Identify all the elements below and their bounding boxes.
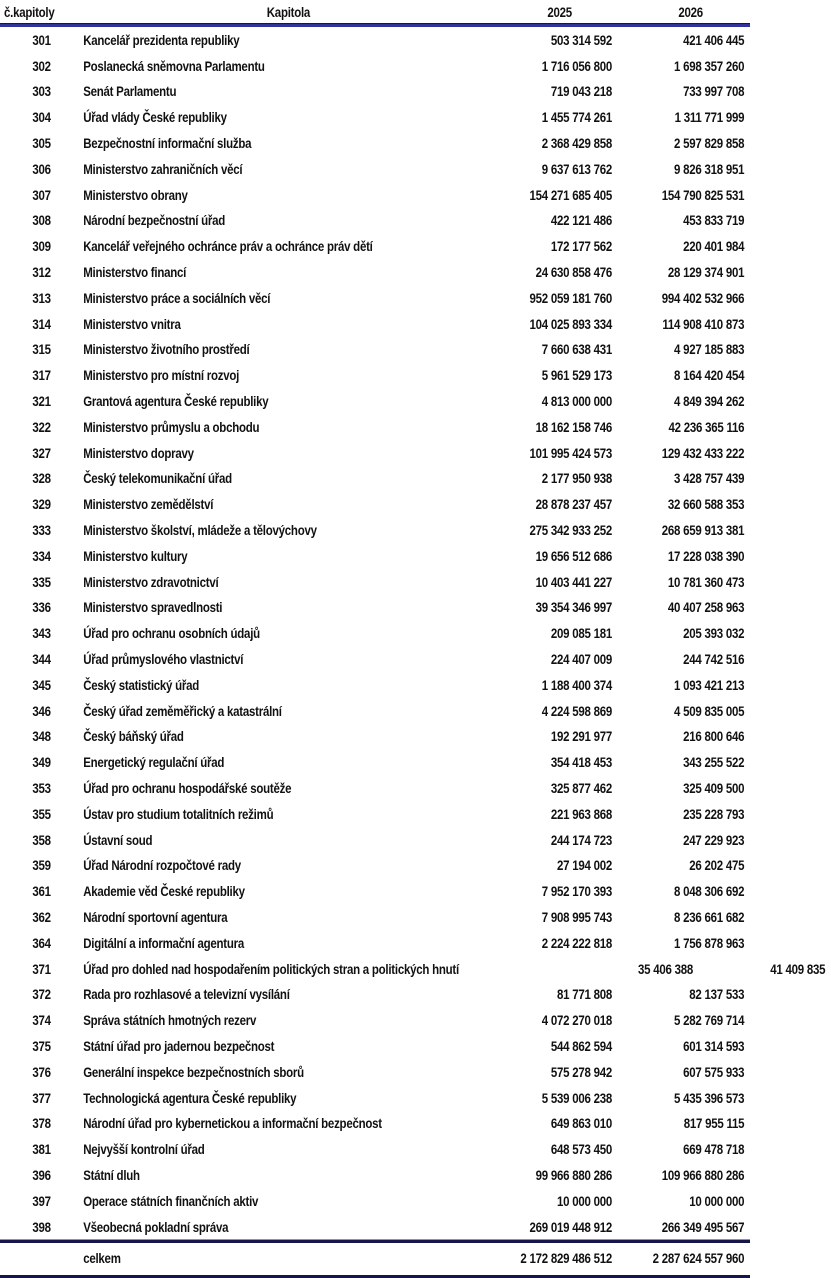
table-row	[0, 1162, 750, 1188]
chapter-number: 346	[32, 702, 51, 719]
value-2026: 216 800 646	[683, 728, 745, 745]
table-row	[0, 724, 750, 750]
chapter-name: Ministerstvo životního prostředí	[83, 341, 250, 358]
table-row	[0, 285, 750, 311]
value-2025: 27 194 002	[556, 857, 612, 874]
chapter-number: 372	[32, 986, 51, 1003]
chapter-number: 344	[32, 651, 51, 668]
value-2026: 41 409 835	[770, 960, 826, 977]
table-row	[0, 878, 750, 904]
chapter-number: 377	[32, 1089, 51, 1106]
value-2025: 649 863 010	[550, 1115, 612, 1132]
value-2026: 1 756 878 963	[674, 934, 745, 951]
chapter-number: 307	[32, 186, 51, 203]
table-row	[0, 749, 750, 775]
value-2025: 81 771 808	[556, 986, 612, 1003]
table-row	[0, 930, 750, 956]
value-2026: 42 236 365 116	[668, 418, 745, 435]
value-2025: 1 455 774 261	[541, 109, 612, 126]
chapter-name: Nejvyšší kontrolní úřad	[83, 1141, 205, 1158]
table-row	[0, 1033, 750, 1059]
chapter-name: Bezpečnostní informační služba	[83, 135, 252, 152]
chapter-name: Úřad pro ochranu hospodářské soutěže	[83, 780, 292, 796]
value-2025: 39 354 346 997	[535, 599, 612, 616]
table-body	[0, 27, 826, 1239]
value-2026: 129 432 433 222	[661, 444, 745, 461]
column-header-2026-label: 2026	[678, 3, 703, 20]
chapter-name: Ministerstvo práce a sociálních věcí	[83, 289, 271, 306]
value-2026: 268 659 913 381	[661, 522, 745, 539]
value-2026: 17 228 038 390	[667, 547, 745, 564]
chapter-number: 381	[32, 1141, 51, 1158]
value-2025: 7 908 995 743	[541, 908, 612, 925]
chapter-name: Ministerstvo dopravy	[83, 444, 194, 461]
value-2026: 205 393 032	[683, 625, 745, 642]
chapter-number: 314	[32, 315, 51, 332]
column-header-chapter-name	[75, 4, 462, 20]
chapter-name: Kancelář veřejného ochránce práv a ochránce práv dětí	[83, 238, 373, 255]
value-2025: 4 224 598 869	[541, 702, 612, 719]
chapter-number: 303	[32, 83, 51, 100]
chapter-number: 343	[32, 625, 51, 642]
chapter-number: 374	[32, 1012, 51, 1029]
chapter-number: 336	[32, 599, 51, 616]
value-2026: 235 228 793	[683, 805, 745, 822]
value-2025: 19 656 512 686	[535, 547, 612, 564]
chapter-name: Ministerstvo průmyslu a obchodu	[83, 418, 260, 435]
value-2026: 9 826 318 951	[674, 160, 745, 177]
value-2026: 325 409 500	[683, 780, 745, 796]
chapter-number: 333	[32, 522, 51, 539]
column-header-2026	[612, 4, 750, 20]
chapter-number: 398	[32, 1218, 51, 1235]
value-2026: 82 137 533	[689, 986, 745, 1003]
value-2025: 544 862 594	[550, 1037, 612, 1054]
value-2026: 994 402 532 966	[661, 289, 745, 306]
chapter-number: 328	[32, 470, 51, 487]
value-2026: 1 093 421 213	[674, 676, 745, 693]
table-row	[0, 904, 750, 930]
value-2025: 5 961 529 173	[541, 367, 612, 384]
chapter-name: Rada pro rozhlasové a televizní vysílání	[83, 986, 290, 1003]
chapter-name: Úřad průmyslového vlastnictví	[83, 651, 244, 668]
value-2026: 2 597 829 858	[674, 135, 745, 152]
total-value-2026: 2 287 624 557 960	[652, 1250, 745, 1267]
value-2026: 247 229 923	[683, 831, 745, 848]
value-2025: 4 072 270 018	[541, 1012, 612, 1029]
chapter-number: 302	[32, 57, 51, 74]
table-row	[0, 981, 750, 1007]
table-row	[0, 517, 750, 543]
chapter-number: 361	[32, 883, 51, 900]
chapter-name: Všeobecná pokladní správa	[83, 1218, 229, 1235]
table-row	[0, 1059, 750, 1085]
value-2026: 601 314 593	[683, 1037, 745, 1054]
chapter-name: Správa státních hmotných rezerv	[83, 1012, 257, 1029]
chapter-name: Úřad vlády České republiky	[83, 109, 227, 126]
chapter-number: 306	[32, 160, 51, 177]
value-2025: 99 966 880 286	[535, 1166, 612, 1183]
chapter-name: Národní úřad pro kybernetickou a informační bezpečnost	[83, 1115, 382, 1132]
chapter-name: Úřad Národní rozpočtové rady	[83, 857, 241, 874]
chapter-number: 301	[32, 31, 51, 48]
table-row	[0, 311, 750, 337]
value-2026: 8 164 420 454	[674, 367, 745, 384]
chapter-name: Ministerstvo spravedlnosti	[83, 599, 223, 616]
table-row	[0, 698, 750, 724]
chapter-name: Národní sportovní agentura	[83, 908, 228, 925]
table-row	[0, 79, 750, 105]
chapter-name: Kancelář prezidenta republiky	[83, 31, 240, 48]
value-2026: 5 435 396 573	[674, 1089, 745, 1106]
chapter-number: 335	[32, 573, 51, 590]
value-2025: 719 043 218	[550, 83, 612, 100]
value-2026: 4 509 835 005	[674, 702, 745, 719]
chapter-number: 321	[32, 393, 51, 410]
table-row	[0, 595, 750, 621]
value-2026: 669 478 718	[683, 1141, 745, 1158]
chapter-name: Český telekomunikační úřad	[83, 470, 232, 487]
value-2025: 2 368 429 858	[541, 135, 612, 152]
value-2026: 28 129 374 901	[667, 264, 745, 281]
chapter-number: 334	[32, 547, 51, 564]
value-2025: 104 025 893 334	[529, 315, 612, 332]
value-2026: 607 575 933	[683, 1063, 745, 1080]
chapter-name: Grantová agentura České republiky	[83, 393, 269, 410]
total-label: celkem	[83, 1250, 121, 1267]
value-2026: 109 966 880 286	[661, 1166, 745, 1183]
chapter-name: Operace státních finančních aktiv	[83, 1192, 259, 1209]
value-2025: 10 403 441 227	[535, 573, 612, 590]
value-2026: 10 781 360 473	[667, 573, 745, 590]
chapter-name: Český statistický úřad	[83, 676, 200, 693]
chapter-name: Senát Parlamentu	[83, 83, 177, 100]
chapter-number: 317	[32, 367, 51, 384]
chapter-number: 305	[32, 135, 51, 152]
chapter-number: 355	[32, 805, 51, 822]
value-2025: 648 573 450	[550, 1141, 612, 1158]
table-row	[0, 646, 750, 672]
table-row	[0, 337, 750, 363]
value-2026: 220 401 984	[683, 238, 745, 255]
table-row	[0, 956, 826, 982]
table-row	[0, 543, 750, 569]
value-2025: 9 637 613 762	[541, 160, 612, 177]
column-header-chapter-name-label: Kapitola	[266, 3, 311, 20]
value-2025: 101 995 424 573	[529, 444, 612, 461]
table-row	[0, 388, 750, 414]
value-2026: 421 406 445	[683, 31, 745, 48]
chapter-name: Ministerstvo financí	[83, 264, 187, 281]
value-2025: 2 224 222 818	[541, 934, 612, 951]
chapter-name: Generální inspekce bezpečnostních sborů	[83, 1063, 304, 1080]
value-2026: 4 927 185 883	[674, 341, 745, 358]
table-row	[0, 440, 750, 466]
table-row	[0, 672, 750, 698]
chapter-name: Technologická agentura České republiky	[83, 1089, 297, 1106]
chapter-number: 396	[32, 1166, 51, 1183]
chapter-number: 313	[32, 289, 51, 306]
chapter-name: Národní bezpečnostní úřad	[83, 212, 226, 229]
table-row	[0, 208, 750, 234]
table-row	[0, 362, 750, 388]
value-2025: 503 314 592	[550, 31, 612, 48]
value-2026: 266 349 495 567	[661, 1218, 745, 1235]
value-2025: 275 342 933 252	[529, 522, 612, 539]
chapter-name: Digitální a informační agentura	[83, 934, 244, 951]
chapter-number: 312	[32, 264, 51, 281]
value-2025: 7 952 170 393	[541, 883, 612, 900]
chapter-number: 375	[32, 1037, 51, 1054]
chapter-number: 322	[32, 418, 51, 435]
chapter-number: 364	[32, 934, 51, 951]
chapter-number: 349	[32, 754, 51, 771]
value-2025: 5 539 006 238	[541, 1089, 612, 1106]
value-2025: 7 660 638 431	[541, 341, 612, 358]
table-row	[0, 1110, 750, 1136]
chapter-number: 308	[32, 212, 51, 229]
value-2025: 209 085 181	[550, 625, 612, 642]
value-2026: 733 997 708	[683, 83, 745, 100]
table-row	[0, 259, 750, 285]
value-2026: 1 698 357 260	[674, 57, 745, 74]
value-2025: 224 407 009	[550, 651, 612, 668]
value-2026: 8 048 306 692	[674, 883, 745, 900]
chapter-name: Český úřad zeměměřický a katastrální	[83, 702, 282, 719]
value-2025: 154 271 685 405	[529, 186, 612, 203]
value-2026: 5 282 769 714	[674, 1012, 745, 1029]
value-2025: 1 188 400 374	[541, 676, 612, 693]
chapter-name: Ústavní soud	[83, 831, 153, 848]
value-2026: 3 428 757 439	[674, 470, 745, 487]
value-2025: 28 878 237 457	[535, 496, 612, 513]
chapter-number: 376	[32, 1063, 51, 1080]
value-2025: 192 291 977	[550, 728, 612, 745]
value-2025: 172 177 562	[550, 238, 612, 255]
value-2026: 40 407 258 963	[667, 599, 745, 616]
chapter-name: Ministerstvo vnitra	[83, 315, 181, 332]
chapter-name: Ministerstvo zemědělství	[83, 496, 214, 513]
chapter-number: 345	[32, 676, 51, 693]
chapter-number: 397	[32, 1192, 51, 1209]
table-row	[0, 27, 750, 53]
table-row	[0, 1136, 750, 1162]
value-2026: 1 311 771 999	[674, 109, 745, 126]
value-2026: 4 849 394 262	[674, 393, 745, 410]
value-2026: 154 790 825 531	[661, 186, 745, 203]
table-row	[0, 130, 750, 156]
value-2026: 343 255 522	[683, 754, 745, 771]
table-row	[0, 182, 750, 208]
chapter-number: 353	[32, 780, 51, 796]
value-2025: 221 963 868	[550, 805, 612, 822]
chapter-number: 304	[32, 109, 51, 126]
value-2025: 952 059 181 760	[529, 289, 612, 306]
value-2025: 575 278 942	[550, 1063, 612, 1080]
chapter-name: Energetický regulační úřad	[83, 754, 225, 771]
chapter-number: 371	[32, 960, 51, 977]
value-2026: 8 236 661 682	[674, 908, 745, 925]
value-2025: 18 162 158 746	[535, 418, 612, 435]
chapter-number: 359	[32, 857, 51, 874]
column-header-2025-label: 2025	[547, 3, 572, 20]
table-row	[0, 1007, 750, 1033]
value-2026: 453 833 719	[683, 212, 745, 229]
value-2025: 422 121 486	[550, 212, 612, 229]
value-2025: 244 174 723	[550, 831, 612, 848]
total-row	[0, 1243, 750, 1273]
table-row	[0, 827, 750, 853]
value-2025: 1 716 056 800	[541, 57, 612, 74]
chapter-name: Akademie věd České republiky	[83, 883, 245, 900]
table-row	[0, 775, 750, 801]
chapter-name: Ministerstvo zahraničních věcí	[83, 160, 243, 177]
column-header-2025	[462, 4, 612, 20]
chapter-name: Ministerstvo obrany	[83, 186, 188, 203]
table-row	[0, 53, 750, 79]
value-2026: 114 908 410 873	[662, 315, 745, 332]
table-row	[0, 1085, 750, 1111]
chapter-name: Poslanecká sněmovna Parlamentu	[83, 57, 265, 74]
table-row	[0, 801, 750, 827]
value-2025: 4 813 000 000	[541, 393, 612, 410]
chapter-number: 362	[32, 908, 51, 925]
chapter-name: Ministerstvo pro místní rozvoj	[83, 367, 240, 384]
table-row	[0, 569, 750, 595]
column-header-chapter-number	[0, 4, 75, 20]
value-2025: 325 877 462	[550, 780, 612, 796]
value-2025: 354 418 453	[550, 754, 612, 771]
chapter-name: Úřad pro dohled nad hospodařením politických stran a politických hnutí	[83, 960, 459, 977]
chapter-name: Státní dluh	[83, 1166, 140, 1183]
chapter-number: 309	[32, 238, 51, 255]
table-row	[0, 104, 750, 130]
value-2025: 269 019 448 912	[529, 1218, 612, 1235]
chapter-name: Ústav pro studium totalitních režimů	[83, 805, 274, 822]
chapter-number: 358	[32, 831, 51, 848]
chapter-name: Ministerstvo školství, mládeže a tělovýchovy	[83, 522, 317, 539]
value-2026: 817 955 115	[683, 1115, 745, 1132]
value-2026: 244 742 516	[683, 651, 745, 668]
chapter-number: 327	[32, 444, 51, 461]
chapter-name: Ministerstvo zdravotnictví	[83, 573, 219, 590]
total-value-2025: 2 172 829 486 512	[520, 1250, 612, 1267]
table-header-row	[0, 0, 750, 23]
table-row	[0, 414, 750, 440]
value-2026: 26 202 475	[689, 857, 745, 874]
table-row	[0, 1214, 750, 1240]
value-2025: 35 406 388	[638, 960, 694, 977]
value-2026: 10 000 000	[689, 1192, 745, 1209]
value-2026: 32 660 588 353	[667, 496, 745, 513]
value-2025: 2 177 950 938	[541, 470, 612, 487]
table-row	[0, 466, 750, 492]
chapter-number: 329	[32, 496, 51, 513]
chapter-number: 315	[32, 341, 51, 358]
table-row	[0, 620, 750, 646]
chapter-name: Ministerstvo kultury	[83, 547, 188, 564]
table-row	[0, 491, 750, 517]
chapter-name: Státní úřad pro jadernou bezpečnost	[83, 1037, 275, 1054]
table-row	[0, 853, 750, 879]
table-row	[0, 233, 750, 259]
chapter-number: 348	[32, 728, 51, 745]
value-2025: 10 000 000	[556, 1192, 612, 1209]
chapter-name: Úřad pro ochranu osobních údajů	[83, 625, 260, 642]
value-2025: 24 630 858 476	[535, 264, 612, 281]
chapter-name: Český báňský úřad	[83, 728, 184, 745]
table-row	[0, 156, 750, 182]
column-header-chapter-number-label: č.kapitoly	[4, 3, 55, 20]
table-row	[0, 1188, 750, 1214]
chapter-number: 378	[32, 1115, 51, 1132]
